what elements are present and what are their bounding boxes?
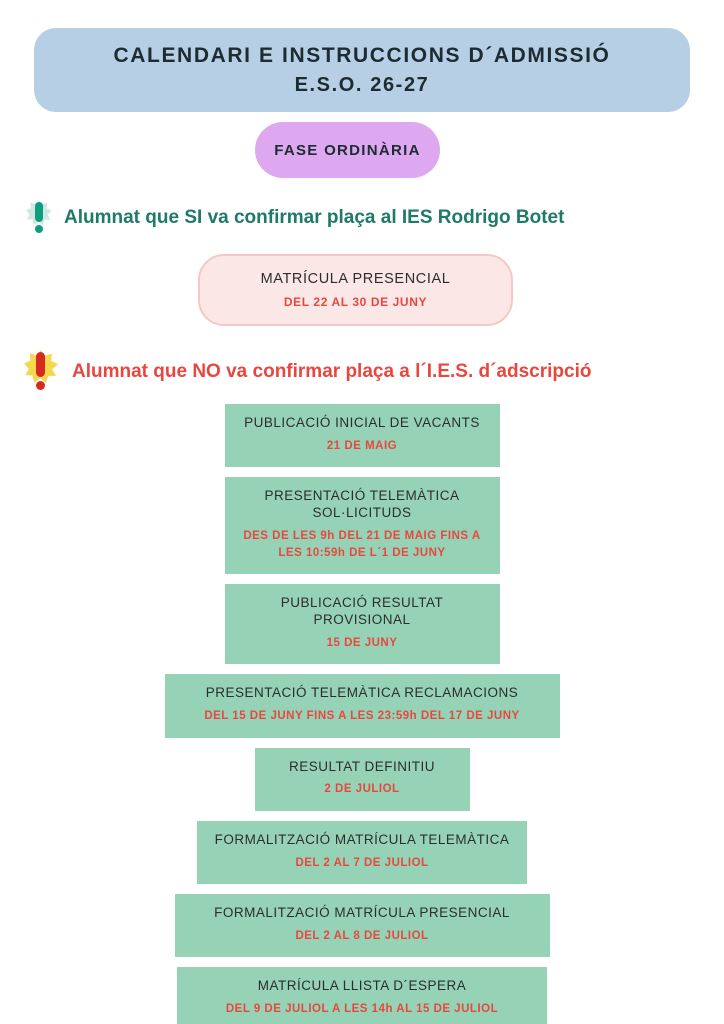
phase-badge-label: FASE ORDINÀRIA: [274, 141, 421, 159]
timeline-step-date: [327, 438, 397, 455]
timeline-step: [225, 477, 500, 574]
timeline-steps: [0, 404, 724, 1024]
timeline-step-date: [295, 928, 428, 945]
presential-enrolment-title: MATRÍCULA PRESENCIAL: [260, 271, 451, 287]
header-title-line2: E.S.O. 26-27: [294, 73, 430, 96]
presential-enrolment-date: DEL 22 AL 30 DE JUNY: [283, 295, 428, 309]
timeline-step-title: RESULTAT DEFINITIU: [288, 758, 435, 774]
timeline-step: [225, 404, 500, 467]
timeline-step-title: FORMALITZACIÓ MATRÍCULA PRESENCIAL: [214, 904, 510, 920]
timeline-step-title: PUBLICACIÓ INICIAL DE VACANTS: [244, 415, 480, 430]
timeline-step-title: PRESENTACIÓ TELEMÀTICA RECLAMACIONS: [205, 685, 519, 701]
timeline-step-date: [243, 528, 480, 563]
timeline-step-date-line1: DEL 9 DE JULIOL A LES 14h AL 15 DE JULIOL: [225, 1002, 499, 1015]
timeline-step: [197, 821, 527, 884]
timeline-step: [165, 674, 560, 737]
timeline-step-date-line1: DEL 15 DE JUNY FINS A LES 23:59h DEL 17 DE JUNY: [204, 710, 520, 723]
timeline-step: [255, 748, 470, 811]
timeline-step-date-line1: 21 DE MAIG: [326, 439, 398, 452]
presential-enrolment-box: [198, 254, 513, 326]
timeline-step-date: [204, 708, 519, 725]
section-confirmed-title: Alumnat que SI va confirmar plaça al IES Rodrigo Botet: [64, 207, 565, 228]
header-banner: [34, 28, 690, 112]
exclamation-red-icon: [24, 350, 58, 394]
timeline-step-date: [324, 781, 399, 798]
timeline-step-date: [295, 855, 428, 872]
timeline-step-title: MATRÍCULA LLISTA D´ESPERA: [257, 977, 467, 993]
header-title-line1: CALENDARI E INSTRUCCIONS D´ADMISSIÓ: [113, 44, 611, 68]
timeline-step-date-line1: DEL 2 AL 7 DE JULIOL: [295, 856, 429, 869]
timeline-step-date-line1: 15 DE JUNY: [326, 637, 398, 650]
timeline-step: [177, 967, 547, 1024]
timeline-step: [225, 584, 500, 664]
section-not-confirmed-title: Alumnat que NO va confirmar plaça a l´I.E.S. d´adscripció: [72, 361, 592, 382]
timeline-step-date: [327, 635, 398, 652]
timeline-step-date-line1: DES DE LES 9h DEL 21 DE MAIG FINS A: [243, 529, 481, 542]
section-not-confirmed-heading: [24, 350, 591, 394]
timeline-step-title: PRESENTACIÓ TELEMÀTICA SOL·LICITUDS: [264, 488, 460, 520]
timeline-step-date-line1: DEL 2 AL 8 DE JULIOL: [295, 929, 429, 942]
exclamation-green-icon: [26, 200, 52, 236]
phase-badge: [255, 122, 440, 178]
timeline-step-date-line1: 2 DE JULIOL: [324, 783, 400, 796]
timeline-step-date-line2: LES 10:59h DE L´1 DE JUNY: [278, 547, 446, 560]
section-confirmed-heading: [26, 200, 564, 236]
timeline-step-date: [226, 1001, 498, 1018]
timeline-step: [175, 894, 550, 957]
timeline-step-title: PUBLICACIÓ RESULTAT PROVISIONAL: [280, 595, 444, 628]
timeline-step-title: FORMALITZACIÓ MATRÍCULA TELEMÀTICA: [214, 831, 510, 847]
